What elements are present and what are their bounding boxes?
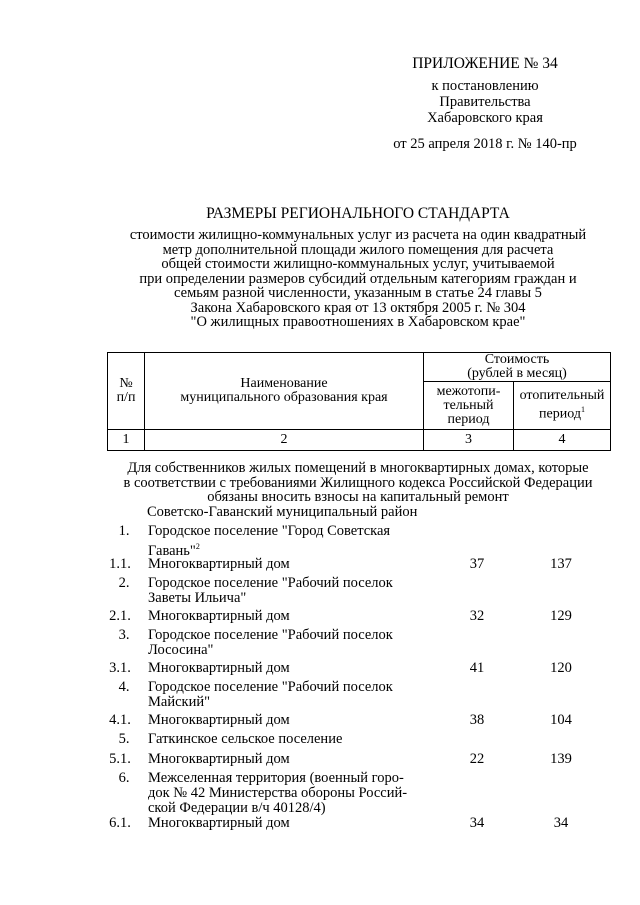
- row-name-line: Многоквартирный дом: [148, 712, 290, 728]
- row-name-line: Заветы Ильича": [148, 590, 247, 606]
- intro-line: общей стоимости жилищно-коммунальных услуг, учитываемой: [161, 256, 555, 272]
- row-name: [148, 680, 393, 710]
- row-name-line: Лососина": [148, 642, 214, 658]
- row-name-line: Многоквартирный дом: [148, 751, 290, 767]
- row-name-line: Гаткинское сельское поселение: [148, 731, 343, 747]
- header-cost-line: (рублей в месяц): [467, 366, 567, 381]
- column-index: 4: [514, 430, 611, 451]
- table-header: [107, 352, 611, 451]
- intro-line: метр дополнительной площади жилого помещения для расчета: [162, 241, 554, 258]
- row-number: 1.1.: [109, 556, 131, 572]
- district-name: Советско-Гаванский муниципальный район: [147, 504, 418, 520]
- row-name: [148, 609, 290, 624]
- row-name: [148, 576, 393, 606]
- column-index: 1: [108, 430, 145, 451]
- header-cost-line: Стоимость: [484, 352, 550, 367]
- section-line: Для собственников жилых помещений в многоквартирных домах, которые: [127, 460, 589, 476]
- row-number: 6.: [118, 770, 130, 786]
- row-name: [148, 732, 342, 747]
- header-name-line: Наименование: [240, 376, 328, 391]
- heating-cost: 34: [553, 815, 569, 831]
- header-name-cell: [145, 353, 424, 430]
- footnote-marker: 2: [195, 542, 200, 551]
- row-name: [148, 628, 393, 658]
- row-name: [148, 771, 407, 816]
- intro-line: стоимости жилищно-коммунальных услуг из расчета на один квадратный: [129, 227, 587, 243]
- row-name-line: Многоквартирный дом: [148, 660, 290, 676]
- intro-line: семьям разной численности, указанным в статье 24 главы 5: [174, 285, 542, 301]
- intro-line: "О жилищных правоотношениях в Хабаровском крае": [190, 314, 526, 330]
- heating-cost: 120: [550, 660, 572, 676]
- section-line: обязаны вносить взносы на капитальный ремонт: [207, 489, 509, 505]
- row-name-line: Майский": [148, 694, 211, 710]
- document-heading: РАЗМЕРЫ РЕГИОНАЛЬНОГО СТАНДАРТА: [206, 205, 510, 222]
- row-number: 3.: [118, 627, 130, 643]
- heating-cost: 129: [550, 608, 572, 624]
- row-number: 3.1.: [109, 660, 131, 676]
- header-heating-line: отопительный: [519, 388, 605, 404]
- row-name-line: Городское поселение "Рабочий поселок: [148, 627, 393, 643]
- appendix-title: ПРИЛОЖЕНИЕ № 34: [412, 55, 558, 72]
- header-cost-cell: [424, 353, 611, 382]
- offseason-cost: 37: [469, 556, 485, 572]
- appendix-line: Хабаровского края: [427, 110, 543, 126]
- header-offseason-cell: [424, 382, 514, 430]
- section-heading: [100, 461, 616, 505]
- appendix-date: от 25 апреля 2018 г. № 140-пр: [393, 136, 577, 152]
- heating-cost: 104: [550, 712, 572, 728]
- header-offseason-line: период: [447, 411, 490, 427]
- row-name-line: Городское поселение "Рабочий поселок: [148, 575, 393, 591]
- offseason-cost: 38: [469, 712, 485, 728]
- row-name: [148, 713, 290, 728]
- intro-line: при определении размеров субсидий отдельным категориям граждан и: [139, 270, 577, 287]
- row-name: [148, 524, 390, 559]
- column-index: 2: [145, 430, 424, 451]
- row-number: 5.1.: [109, 751, 131, 767]
- appendix-block: [380, 56, 590, 152]
- row-name-line: Межселенная территория (военный горо-: [148, 770, 404, 786]
- header-heating-cell: [514, 382, 611, 430]
- row-number: 4.1.: [109, 712, 131, 728]
- header-name-line: муниципального образования края: [180, 390, 388, 405]
- header-heating-line: период: [539, 406, 581, 422]
- footnote-marker: 1: [580, 405, 585, 415]
- row-name-line: Городское поселение "Город Советская: [148, 523, 391, 539]
- header-num-line: п/п: [116, 390, 136, 405]
- column-index: 3: [424, 430, 514, 451]
- row-name-line: Многоквартирный дом: [148, 815, 290, 831]
- row-number: 4.: [118, 679, 130, 695]
- offseason-cost: 34: [469, 815, 485, 831]
- header-num-line: №: [119, 376, 133, 391]
- header-num-cell: [108, 353, 145, 430]
- row-name-line: Городское поселение "Рабочий поселок: [148, 679, 393, 695]
- row-name-line: Гавань"$^2$: [148, 542, 200, 559]
- row-name-line: Многоквартирный дом: [148, 608, 290, 624]
- row-number: 2.: [118, 575, 130, 591]
- heating-cost: 137: [550, 556, 572, 572]
- offseason-cost: 41: [469, 660, 485, 676]
- row-name: [148, 816, 290, 831]
- appendix-line: Правительства: [439, 94, 531, 110]
- offseason-cost: 22: [469, 751, 485, 767]
- section-line: в соответствии с требованиями Жилищного кодекса Российской Федерации: [123, 474, 593, 491]
- row-number: 6.1.: [109, 815, 131, 831]
- heating-cost: 139: [550, 751, 572, 767]
- row-name: [148, 752, 290, 767]
- row-number: 5.: [118, 731, 130, 747]
- intro-line: Закона Хабаровского края от 13 октября 2005 г. № 304: [190, 299, 526, 316]
- intro-paragraph: [100, 228, 616, 330]
- row-number: 1.: [118, 523, 130, 539]
- row-name-line: Многоквартирный дом: [148, 556, 290, 572]
- row-name: [148, 557, 290, 572]
- header-offseason-line: тельный: [443, 397, 494, 413]
- header-offseason-line: межотопи-: [436, 383, 501, 399]
- row-name-line: док № 42 Министерства обороны Россий-: [148, 785, 408, 801]
- row-number: 2.1.: [109, 608, 131, 624]
- offseason-cost: 32: [469, 608, 485, 624]
- appendix-line: к постановлению: [431, 78, 539, 94]
- row-name-line: ской Федерации в/ч 40128/4): [148, 800, 326, 816]
- row-name: [148, 661, 290, 676]
